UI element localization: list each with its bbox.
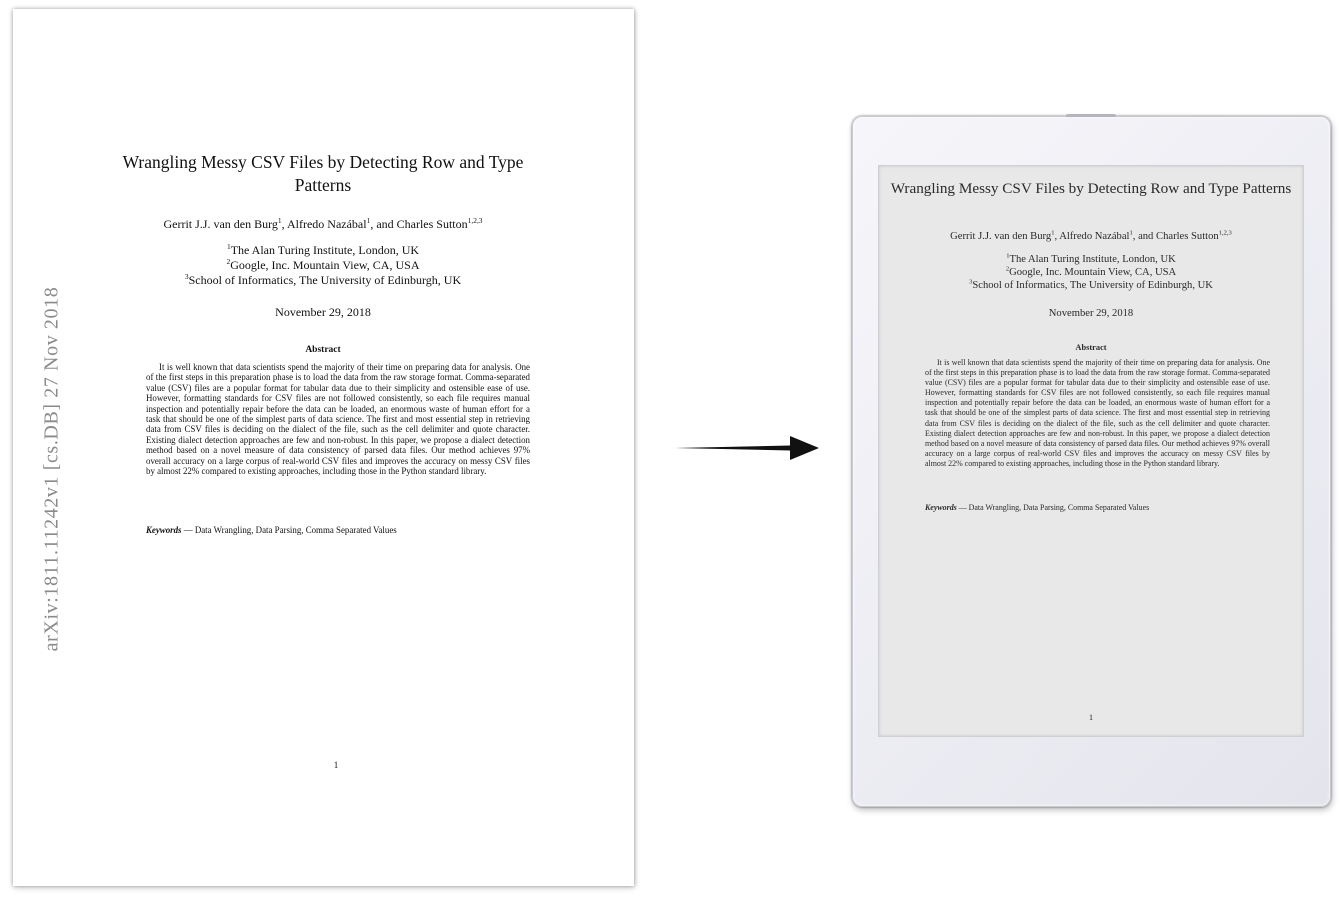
author-name: Alfredo Nazábal	[286, 217, 367, 231]
affiliation-text: Google, Inc. Mountain View, CA, USA	[230, 258, 420, 272]
arrow-shape	[675, 436, 819, 460]
affiliation-text: The Alan Turing Institute, London, UK	[1009, 254, 1176, 265]
screen-paper-affiliations	[889, 253, 1293, 292]
keywords	[146, 525, 530, 535]
paper-authors	[108, 217, 538, 232]
affiliation-sup: 1	[1006, 252, 1010, 260]
keywords-list: Data Wrangling, Data Parsing, Comma Separated Values	[968, 503, 1150, 512]
affiliation-sup: 3	[184, 272, 189, 281]
affiliation-sup: 2	[1005, 265, 1010, 273]
author-name: Charles Sutton	[396, 217, 468, 231]
author-sup: 1,2,3	[1218, 229, 1232, 237]
affiliation-sup: 1	[226, 242, 231, 251]
author-name: Charles Sutton	[1156, 231, 1219, 242]
abstract-heading: Abstract	[305, 345, 341, 355]
keywords-label: Keywords	[925, 503, 957, 512]
author-sup: 1	[277, 216, 282, 225]
arrow-right-icon	[672, 430, 822, 466]
e-reader-device	[852, 116, 1331, 807]
screen-page-number: 1	[1088, 712, 1094, 722]
screen-abstract-heading: Abstract	[1075, 343, 1107, 352]
affiliation-text: School of Informatics, The University of Edinburgh, UK	[188, 273, 462, 287]
screen-paper-title: Wrangling Messy CSV Files by Detecting Row and Type Patterns	[890, 180, 1292, 197]
author-sep: , and	[1132, 231, 1157, 242]
screen-abstract-body: It is well known that data scientists spend the majority of their time on preparing data for analysis. One of the first steps in this preparation phase is to load the data from the raw storage format. Comma-separated value (CSV) files are a popular format for tabular data due to their simplicity and ostensible ease of use. However, formatting standards for CSV files are not followed consistently, so each file requires manual inspection and potentially repair before the data can be loaded, an enormous waste of human effort for a task that should be one of the simplest parts of data science. The first and most essential step in retrieving data from CSV files is deciding on the dialect of the file, such as the cell delimiter and quote character. Existing dialect detection approaches are few and non-robust. In this paper, we propose a dialect detection method based on a novel measure of data consistency of parsed data files. Our method achieves 97% overall accuracy on a large corpus of real-world CSV files and improves the accuracy on messy CSV files by almost 22% compared to existing approaches, including those in the Python standard library.	[925, 358, 1270, 468]
author-name: Gerrit J.J. van den Burg	[163, 217, 278, 231]
affiliation-sup: 3	[969, 278, 973, 286]
paper-page	[13, 9, 634, 886]
keywords-label: Keywords	[146, 525, 182, 535]
affiliation-text: Google, Inc. Mountain View, CA, USA	[1009, 267, 1177, 278]
affiliation	[108, 258, 538, 273]
author-name: Alfredo Nazábal	[1059, 231, 1130, 242]
author-sup: 1	[1051, 229, 1055, 237]
affiliation	[108, 243, 538, 258]
keywords-sep: —	[181, 525, 195, 535]
affiliation	[889, 279, 1293, 292]
author-sup: 1,2,3	[467, 216, 483, 225]
keywords-list: Data Wrangling, Data Parsing, Comma Separated Values	[194, 525, 397, 535]
screen-keywords	[925, 503, 1270, 512]
abstract-body: It is well known that data scientists spend the majority of their time on preparing data for analysis. One of the first steps in this preparation phase is to load the data from the raw storage format. Comma-separated value (CSV) files are a popular format for tabular data due to their simplicity and ostensible ease of use. However, formatting standards for CSV files are not followed consistently, so each file requires manual inspection and potentially repair before the data can be loaded, an enormous waste of human effort for a task that should be one of the simplest parts of data science. The first and most essential step in retrieving data from CSV files is deciding on the dialect of the file, such as the cell delimiter and quote character. Existing dialect detection approaches are few and non-robust. In this paper, we propose a dialect detection method based on a novel measure of data consistency of parsed data files. Our method achieves 97% overall accuracy on a large corpus of real-world CSV files and improves the accuracy on messy CSV files by almost 22% compared to existing approaches, including those in the Python standard library.	[146, 362, 530, 477]
power-button[interactable]	[1066, 114, 1116, 117]
affiliation-text: School of Informatics, The University of Edinburgh, UK	[972, 280, 1213, 291]
author-sep: , and	[370, 217, 397, 231]
arxiv-stamp: arXiv:1811.11242v1 [cs.DB] 27 Nov 2018	[40, 286, 63, 652]
page-number: 1	[333, 760, 339, 770]
author-sep: ,	[1054, 231, 1060, 242]
affiliation-text: The Alan Turing Institute, London, UK	[230, 243, 420, 257]
affiliation	[889, 266, 1293, 279]
author-name: Gerrit J.J. van den Burg	[950, 231, 1052, 242]
e-reader-screen[interactable]	[878, 165, 1304, 737]
affiliation	[889, 253, 1293, 266]
author-sup: 1	[366, 216, 371, 225]
affiliation	[108, 273, 538, 288]
paper-title: Wrangling Messy CSV Files by Detecting Row and Type Patterns	[122, 152, 524, 195]
screen-paper-date: November 29, 2018	[1048, 308, 1134, 319]
keywords-sep: —	[956, 503, 969, 512]
screen-paper-authors	[889, 231, 1293, 242]
paper-date: November 29, 2018	[275, 305, 371, 319]
author-sup: 1	[1129, 229, 1133, 237]
author-sep: ,	[281, 217, 287, 231]
affiliation-sup: 2	[226, 257, 231, 266]
paper-affiliations	[108, 243, 538, 288]
